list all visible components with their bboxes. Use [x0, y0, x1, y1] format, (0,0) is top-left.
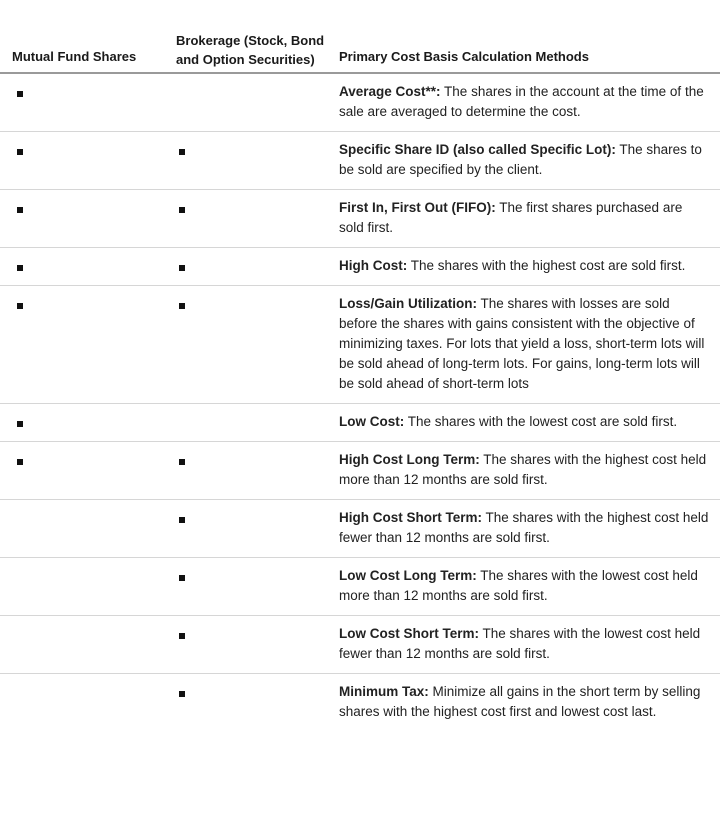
table-row [0, 674, 720, 732]
mutual-fund-cell [0, 248, 176, 286]
method-term: Low Cost: [339, 414, 405, 429]
method-description: The shares in the account at the time of the sale are averaged to determine the cost. [339, 84, 704, 119]
brokerage-cell [176, 404, 339, 442]
brokerage-cell [176, 248, 339, 286]
square-bullet-icon [179, 459, 185, 465]
method-term: Average Cost**: [339, 84, 441, 99]
square-bullet-icon [179, 575, 185, 581]
method-description: The shares with the lowest cost held fewer than 12 months are sold first. [339, 626, 701, 661]
method-description-cell [339, 674, 720, 732]
method-description-cell [339, 404, 720, 442]
table-body [0, 73, 720, 731]
brokerage-cell [176, 558, 339, 616]
mutual-fund-cell [0, 674, 176, 732]
square-bullet-icon [17, 207, 23, 213]
method-description-cell [339, 248, 720, 286]
method-term: High Cost Short Term: [339, 510, 482, 525]
header-cost-basis-methods: Primary Cost Basis Calculation Methods [339, 0, 720, 73]
brokerage-cell [176, 286, 339, 404]
mutual-fund-cell [0, 286, 176, 404]
table-row [0, 442, 720, 500]
square-bullet-icon [179, 207, 185, 213]
method-description-cell [339, 558, 720, 616]
method-description: The shares with the lowest cost held more than 12 months are sold first. [339, 568, 698, 603]
square-bullet-icon [17, 91, 23, 97]
method-term: High Cost Long Term: [339, 452, 480, 467]
table-row [0, 248, 720, 286]
brokerage-cell [176, 132, 339, 190]
brokerage-cell [176, 190, 339, 248]
mutual-fund-cell [0, 132, 176, 190]
method-description: The shares with the highest cost held more than 12 months are sold first. [339, 452, 707, 487]
method-description: The shares with the highest cost held fewer than 12 months are sold first. [339, 510, 709, 545]
table-row [0, 500, 720, 558]
mutual-fund-cell [0, 500, 176, 558]
table-header-row [0, 0, 720, 73]
header-mutual-fund-shares: Mutual Fund Shares [0, 0, 176, 73]
brokerage-cell [176, 674, 339, 732]
brokerage-cell [176, 442, 339, 500]
method-description-cell [339, 286, 720, 404]
square-bullet-icon [179, 265, 185, 271]
mutual-fund-cell [0, 404, 176, 442]
method-term: Loss/Gain Utilization: [339, 296, 478, 311]
method-description: Minimize all gains in the short term by selling shares with the highest cost first and lowest cost last. [339, 684, 701, 719]
mutual-fund-cell [0, 616, 176, 674]
table-row [0, 190, 720, 248]
method-description: The shares with losses are sold before the shares with gains consistent with the objective of minimizing taxes. For lots that yield a loss, short-term lots will be sold ahead of long-term lots. For gains, long-term lots will be sold ahead of short-term lots [339, 296, 705, 391]
table-row [0, 132, 720, 190]
method-description: The shares with the lowest cost are sold first. [404, 414, 678, 429]
method-description-cell [339, 442, 720, 500]
table-row [0, 558, 720, 616]
square-bullet-icon [179, 691, 185, 697]
method-term: Minimum Tax: [339, 684, 429, 699]
table-row [0, 616, 720, 674]
mutual-fund-cell [0, 190, 176, 248]
header-brokerage: Brokerage (Stock, Bond and Option Securities) [176, 0, 339, 73]
square-bullet-icon [17, 421, 23, 427]
method-term: Low Cost Long Term: [339, 568, 477, 583]
method-description: The first shares purchased are sold first. [339, 200, 683, 235]
method-description-cell [339, 73, 720, 132]
square-bullet-icon [179, 303, 185, 309]
method-description-cell [339, 500, 720, 558]
square-bullet-icon [17, 265, 23, 271]
square-bullet-icon [17, 303, 23, 309]
method-description-cell [339, 616, 720, 674]
method-term: Low Cost Short Term: [339, 626, 479, 641]
brokerage-cell [176, 616, 339, 674]
method-term: First In, First Out (FIFO): [339, 200, 496, 215]
square-bullet-icon [179, 517, 185, 523]
table-row [0, 286, 720, 404]
brokerage-cell [176, 500, 339, 558]
method-description-cell [339, 190, 720, 248]
table-row [0, 404, 720, 442]
square-bullet-icon [17, 459, 23, 465]
method-description: The shares to be sold are specified by the client. [339, 142, 702, 177]
table-row [0, 73, 720, 132]
square-bullet-icon [179, 149, 185, 155]
square-bullet-icon [179, 633, 185, 639]
mutual-fund-cell [0, 73, 176, 132]
mutual-fund-cell [0, 558, 176, 616]
square-bullet-icon [17, 149, 23, 155]
method-term: Specific Share ID (also called Specific Lot): [339, 142, 616, 157]
brokerage-cell [176, 73, 339, 132]
mutual-fund-cell [0, 442, 176, 500]
method-description: The shares with the highest cost are sold first. [407, 258, 686, 273]
method-term: High Cost: [339, 258, 408, 273]
method-description-cell [339, 132, 720, 190]
